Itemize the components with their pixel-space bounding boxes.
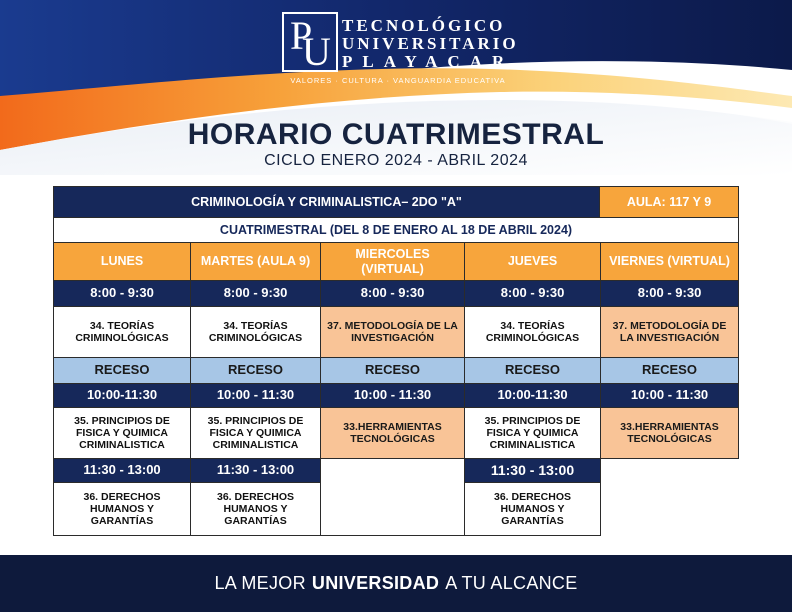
university-logo xyxy=(282,8,519,85)
break-jueves: RECESO xyxy=(464,357,601,384)
logo-initial-u: U xyxy=(302,29,331,74)
time-slot-3-martes: 11:30 - 13:00 xyxy=(190,458,321,483)
time-slot-1-jueves: 8:00 - 9:30 xyxy=(464,280,601,307)
footer-text-3: A TU ALCANCE xyxy=(445,573,578,593)
time-slot-1-miercoles: 8:00 - 9:30 xyxy=(320,280,465,307)
time-slot-2-jueves: 10:00-11:30 xyxy=(464,383,601,408)
subject-slot-1-jueves: 34. TEORÍAS CRIMINOLÓGICAS xyxy=(464,306,601,358)
time-slot-1-martes: 8:00 - 9:30 xyxy=(190,280,321,307)
subject-slot-1-lunes: 34. TEORÍAS CRIMINOLÓGICAS xyxy=(53,306,191,358)
program-header: CRIMINOLOGÍA Y CRIMINALISTICA– 2DO "A" xyxy=(53,186,600,218)
page-title: HORARIO CUATRIMESTRAL xyxy=(187,118,605,151)
logo-line-3: PLAYACAR xyxy=(342,52,515,71)
time-slot-2-miercoles: 10:00 - 11:30 xyxy=(320,383,465,408)
logo-initial-p: P xyxy=(290,13,313,58)
day-header-viernes: VIERNES (VIRTUAL) xyxy=(600,242,739,281)
subject-slot-2-viernes: 33.HERRAMIENTAS TECNOLÓGICAS xyxy=(600,407,739,459)
day-header-martes: MARTES (AULA 9) xyxy=(190,242,321,281)
footer-banner xyxy=(0,555,792,612)
logo-tagline: VALORES · CULTURA · VANGUARDIA EDUCATIVA xyxy=(290,76,506,85)
day-header-lunes: LUNES xyxy=(53,242,191,281)
logo-line-2: UNIVERSITARIO xyxy=(342,34,519,53)
page-subtitle: CICLO ENERO 2024 - ABRIL 2024 xyxy=(264,152,528,169)
time-slot-1-viernes: 8:00 - 9:30 xyxy=(600,280,739,307)
subject-slot-1-viernes: 37. METODOLOGÍA DE LA INVESTIGACIÓN xyxy=(600,306,739,358)
day-header-miercoles: MIERCOLES (VIRTUAL) xyxy=(320,242,465,281)
subject-slot-3-jueves: 36. DERECHOS HUMANOS Y GARANTÍAS xyxy=(464,482,601,536)
day-header-jueves: JUEVES xyxy=(464,242,601,281)
break-lunes: RECESO xyxy=(53,357,191,384)
break-viernes: RECESO xyxy=(600,357,739,384)
logo-line-1: TECNOLÓGICO xyxy=(342,16,506,35)
time-slot-3-lunes: 11:30 - 13:00 xyxy=(53,458,191,483)
logo-mark-icon xyxy=(282,12,338,72)
subject-slot-1-martes: 34. TEORÍAS CRIMINOLÓGICAS xyxy=(190,306,321,358)
time-slot-1-lunes: 8:00 - 9:30 xyxy=(53,280,191,307)
footer-text-2: UNIVERSIDAD xyxy=(311,573,440,593)
subject-slot-2-miercoles: 33.HERRAMIENTAS TECNOLÓGICAS xyxy=(320,407,465,459)
subject-slot-2-lunes: 35. PRINCIPIOS DE FISICA Y QUIMICA CRIMINALISTICA xyxy=(53,407,191,459)
footer-text-1: LA MEJOR xyxy=(214,573,306,593)
schedule-table xyxy=(53,186,739,536)
subject-slot-2-jueves: 35. PRINCIPIOS DE FISICA Y QUIMICA CRIMINALISTICA xyxy=(464,407,601,459)
subject-slot-3-lunes: 36. DERECHOS HUMANOS Y GARANTÍAS xyxy=(53,482,191,536)
time-slot-2-lunes: 10:00-11:30 xyxy=(53,383,191,408)
room-header: AULA: 117 Y 9 xyxy=(599,186,739,218)
subject-slot-1-miercoles: 37. METODOLOGÍA DE LA INVESTIGACIÓN xyxy=(320,306,465,358)
break-martes: RECESO xyxy=(190,357,321,384)
term-header: CUATRIMESTRAL (DEL 8 DE ENERO AL 18 DE ABRIL 2024) xyxy=(53,217,739,243)
time-slot-2-viernes: 10:00 - 11:30 xyxy=(600,383,739,408)
time-slot-3-jueves: 11:30 - 13:00 xyxy=(464,458,601,483)
empty-cell-miercoles xyxy=(320,458,465,536)
subject-slot-2-martes: 35. PRINCIPIOS DE FISICA Y QUIMICA CRIMINALISTICA xyxy=(190,407,321,459)
time-slot-2-martes: 10:00 - 11:30 xyxy=(190,383,321,408)
subject-slot-3-martes: 36. DERECHOS HUMANOS Y GARANTÍAS xyxy=(190,482,321,536)
break-miercoles: RECESO xyxy=(320,357,465,384)
